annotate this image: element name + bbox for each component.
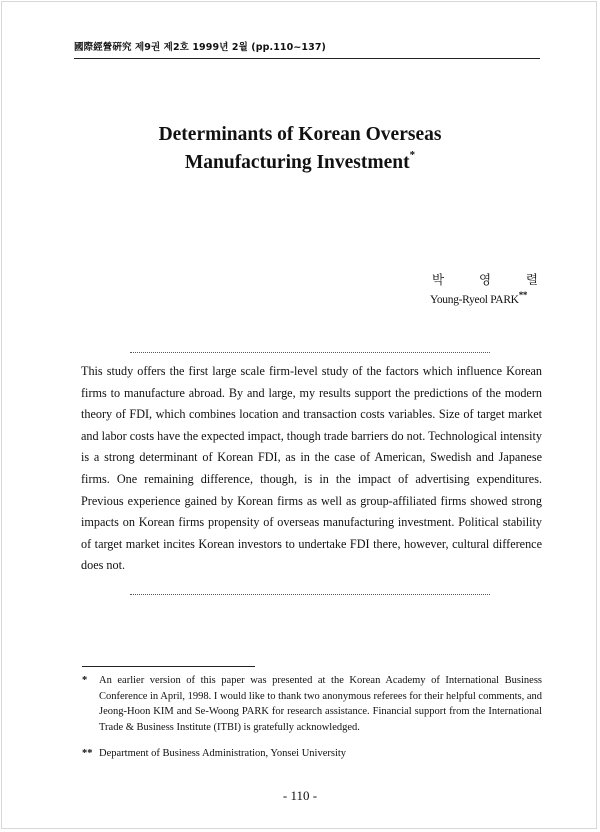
footnote-affiliation <box>82 746 542 762</box>
author-korean-char: 렬 <box>525 272 538 287</box>
title-line-1: Determinants of Korean Overseas <box>158 124 442 145</box>
page-number: - 110 - <box>282 788 318 803</box>
paper-title <box>0 121 600 177</box>
abstract-text: This study offers the first large scale firm-level study of the factors which influence Korean firms to manufacture abroad. By and large, my results support the predictions of the modern theory of FDI, which combines location and transaction costs variables. Size of target market and labor costs have the expected impact, though trade barriers do not. Technological intensity is a strong determinant of Korean FDI, as in the case of American, Swedish and Japanese firms. One remaining difference, though, is in the impact of advertising expenditures. Previous experience gained by Korean firms as well as group-affiliated firms showed strong impacts on Korean firms propensity of overseas manufacturing investment. Political stability of target market incites Korean investors to undertake FDI there, however, cultural difference does not. <box>81 364 542 573</box>
footnote-rule <box>82 666 255 667</box>
author-footnote-marker: ** <box>518 290 528 300</box>
footnote-text: An earlier version of this paper was presented at the Korean Academy of International Business Conference in April, 1998. I would like to thank two anonymous referees for their helpful comments, and Jeong-Hoon KIM and Se-Woong PARK for research assistance. Financial support from the International Trade & Business Institute (ITBI) is gratefully acknowledged. <box>99 675 542 733</box>
title-line-2 <box>0 149 600 177</box>
abstract-top-divider <box>130 352 490 353</box>
footnote-acknowledgement <box>82 673 542 735</box>
header-rule <box>74 58 540 59</box>
abstract-bottom-divider <box>130 594 490 595</box>
journal-header: 國際經營硏究 제9권 제2호 1999년 2월 (pp.110~137) <box>74 42 326 53</box>
title-line-2-text: Manufacturing Investment <box>184 152 410 173</box>
author-english-text: Young-Ryeol PARK <box>430 293 519 306</box>
author-english-name <box>430 290 527 306</box>
footnote-text: Department of Business Administration, Yonsei University <box>99 748 347 759</box>
author-korean-char: 박 <box>432 272 445 287</box>
title-footnote-marker: * <box>409 149 416 161</box>
footnote-marker: * <box>82 675 88 686</box>
footnote-marker: ** <box>82 748 93 759</box>
author-korean-char: 영 <box>478 272 492 287</box>
author-korean-name <box>432 270 538 288</box>
